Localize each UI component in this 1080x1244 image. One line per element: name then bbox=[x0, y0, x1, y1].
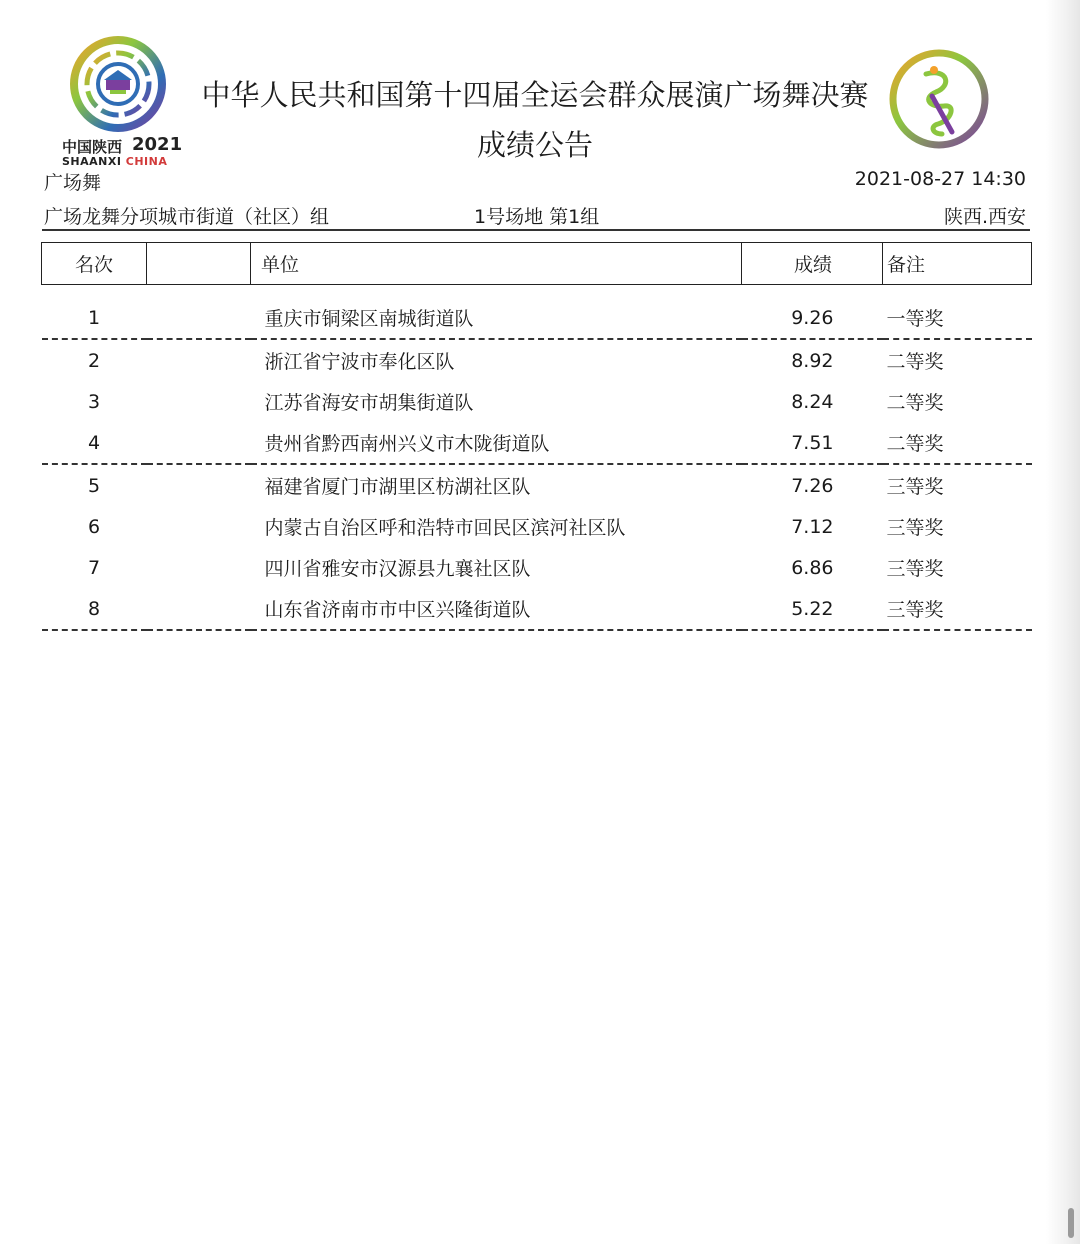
rank-cell: 2 bbox=[87, 349, 101, 372]
table-row bbox=[42, 547, 1032, 588]
blank-cell bbox=[147, 506, 251, 547]
page-subtitle: 成绩公告 bbox=[476, 128, 593, 162]
score-cell: 7.26 bbox=[791, 474, 834, 497]
award-cell: 一等奖 bbox=[883, 285, 1032, 340]
score-cell: 7.51 bbox=[742, 422, 883, 464]
rank-cell: 3 bbox=[87, 390, 101, 413]
table-row bbox=[42, 588, 1032, 630]
award-cell: 三等奖 bbox=[886, 517, 944, 539]
venue-label: 1号场地 第1组 bbox=[474, 206, 600, 228]
logo-text-cn: 中国陕西 bbox=[62, 138, 123, 156]
blank-cell bbox=[147, 339, 251, 381]
blank-cell bbox=[147, 381, 251, 422]
award-cell: 二等奖 bbox=[883, 422, 1032, 464]
city-label: 陕西.西安 bbox=[943, 206, 1026, 228]
award-cell: 三等奖 bbox=[883, 588, 1032, 630]
table-row bbox=[42, 381, 1032, 422]
logo-text-year: 2021 bbox=[132, 134, 183, 155]
table-header-row bbox=[42, 243, 1032, 285]
table-row bbox=[42, 339, 1032, 381]
score-cell: 7.12 bbox=[791, 515, 834, 538]
award-cell: 二等奖 bbox=[886, 351, 944, 373]
page-title: 中华人民共和国第十四届全运会群众展演广场舞决赛 bbox=[201, 78, 869, 112]
scrollbar-thumb[interactable] bbox=[1068, 1208, 1074, 1238]
logo-text-china: CHINA bbox=[125, 155, 168, 168]
unit-cell: 江苏省海安市胡集街道队 bbox=[264, 392, 474, 414]
award-cell: 三等奖 bbox=[886, 476, 944, 498]
rank-cell: 6 bbox=[87, 515, 101, 538]
score-cell: 9.26 bbox=[742, 285, 883, 340]
unit-cell: 贵州省黔西南州兴义市木陇街道队 bbox=[251, 422, 742, 464]
table-row bbox=[42, 285, 1032, 340]
award-cell: 三等奖 bbox=[886, 558, 944, 580]
blank-cell bbox=[147, 547, 251, 588]
group-label: 广场龙舞分项城市街道（社区）组 bbox=[44, 206, 330, 228]
column-header-score: 成绩 bbox=[742, 243, 883, 285]
column-header-unit: 单位 bbox=[251, 243, 742, 285]
table-row bbox=[42, 506, 1032, 547]
unit-cell: 福建省厦门市湖里区枋湖社区队 bbox=[264, 476, 531, 498]
score-cell: 8.24 bbox=[791, 390, 834, 413]
rank-cell: 1 bbox=[42, 285, 147, 340]
award-cell: 二等奖 bbox=[886, 392, 944, 414]
rank-cell: 4 bbox=[42, 422, 147, 464]
rank-cell: 7 bbox=[87, 556, 101, 579]
unit-cell: 四川省雅安市汉源县九襄社区队 bbox=[264, 558, 531, 580]
sport-label: 广场舞 bbox=[44, 172, 102, 194]
results-table bbox=[41, 242, 1032, 631]
score-cell: 6.86 bbox=[791, 556, 834, 579]
unit-cell: 重庆市铜梁区南城街道队 bbox=[251, 285, 742, 340]
unit-cell: 山东省济南市市中区兴隆街道队 bbox=[251, 588, 742, 630]
table-row bbox=[42, 464, 1032, 506]
logo-text-shaanxi: SHAANXI bbox=[62, 155, 122, 168]
score-cell: 5.22 bbox=[742, 588, 883, 630]
score-cell: 8.92 bbox=[791, 349, 834, 372]
page-edge bbox=[1046, 0, 1080, 1244]
header-divider bbox=[42, 229, 1030, 231]
blank-cell bbox=[147, 464, 251, 506]
column-header-rank: 名次 bbox=[42, 243, 147, 285]
blank-cell bbox=[147, 285, 251, 340]
unit-cell: 浙江省宁波市奉化区队 bbox=[264, 351, 455, 373]
blank-cell bbox=[147, 422, 251, 464]
timestamp: 2021-08-27 14:30 bbox=[854, 168, 1026, 190]
table-row bbox=[42, 422, 1032, 464]
column-header-note: 备注 bbox=[883, 243, 1032, 285]
column-header-blank bbox=[147, 243, 251, 285]
rank-cell: 5 bbox=[87, 474, 101, 497]
unit-cell: 内蒙古自治区呼和浩特市回民区滨河社区队 bbox=[264, 517, 626, 539]
rank-cell: 8 bbox=[42, 588, 147, 630]
blank-cell bbox=[147, 588, 251, 630]
